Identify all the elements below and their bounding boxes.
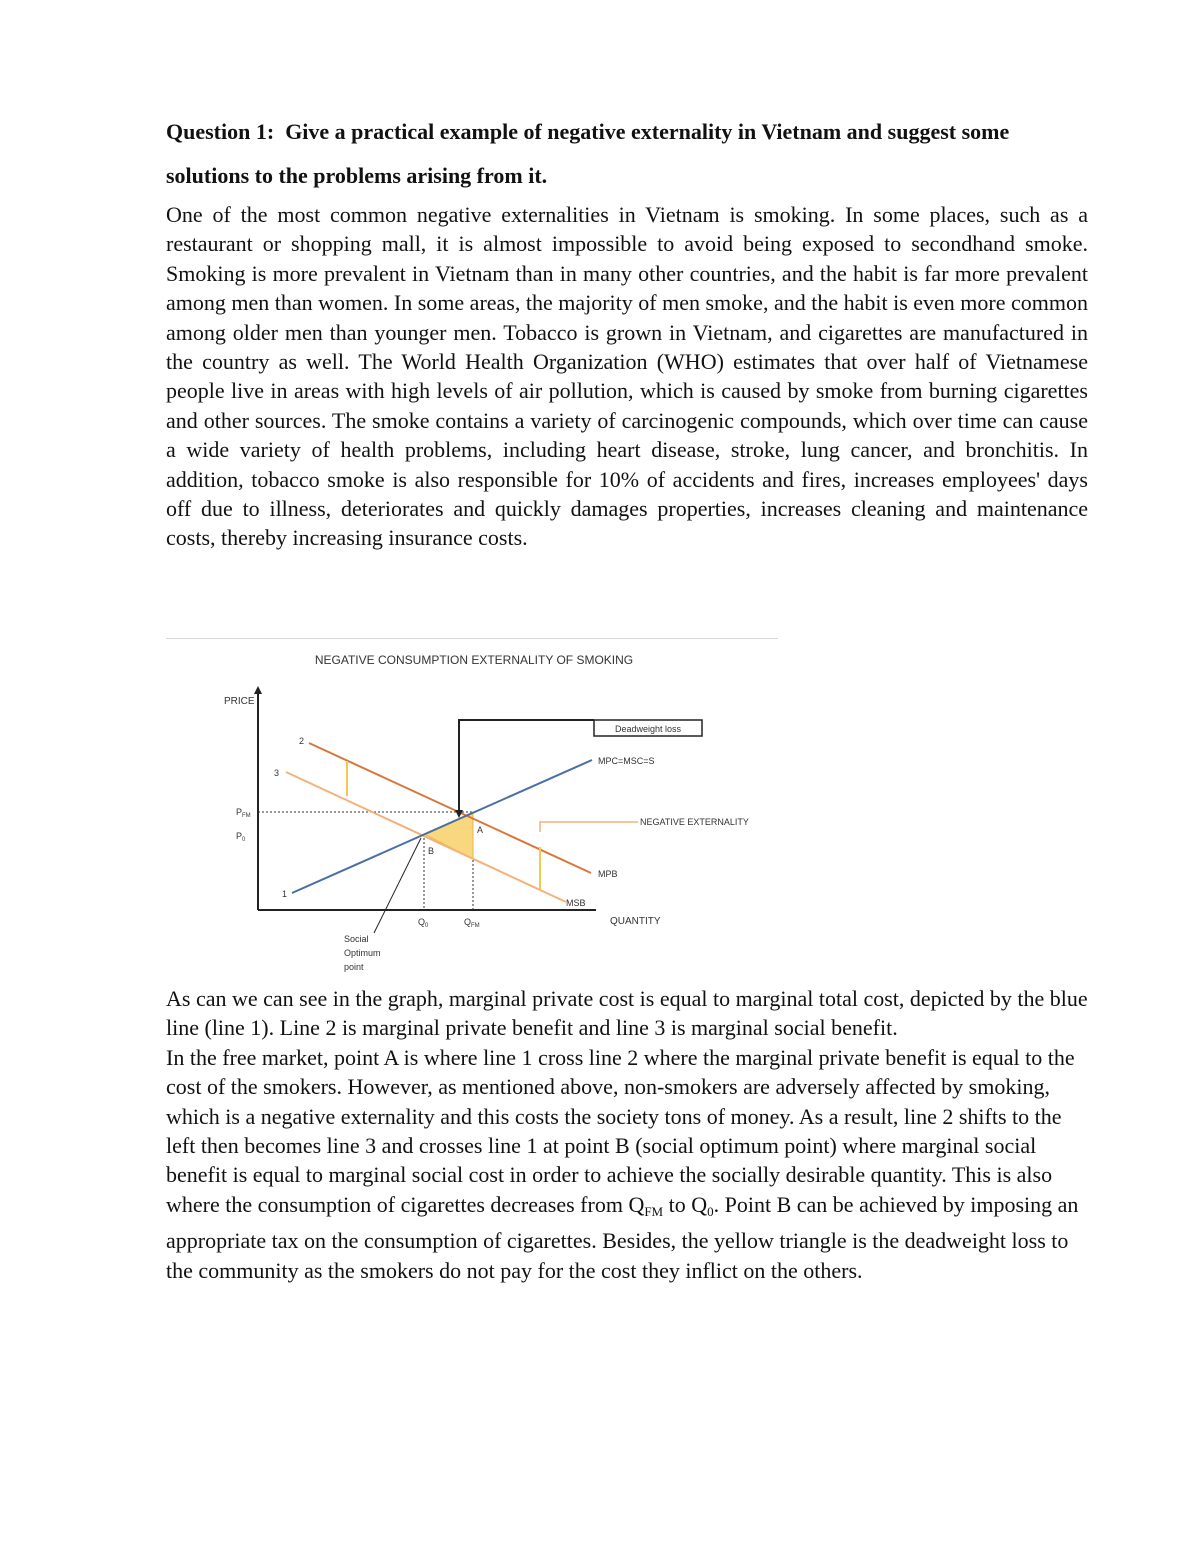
externality-callout-line bbox=[540, 822, 638, 832]
chart-title: NEGATIVE CONSUMPTION EXTERNALITY OF SMOKING bbox=[314, 653, 634, 667]
msb-label: MSB bbox=[566, 898, 586, 908]
line-number-1: 1 bbox=[282, 889, 288, 899]
p0-tick-label: $P_0$ bbox=[236, 831, 246, 843]
mpc-label: MPC=MSC=S bbox=[598, 756, 655, 766]
social-optimum-text-1: Social bbox=[344, 934, 369, 944]
point-b-label: B bbox=[428, 846, 435, 856]
question-heading bbox=[166, 110, 1096, 198]
externality-chart bbox=[166, 640, 786, 980]
explanation-paragraph-2: In the free market, point A is where line 1 cross line 2 where the marginal private benefit is equal to the cost of the smokers. However, as mentioned above, non-smokers are adversely affected by smoking, which is a negative externality and this costs the society tons of money. As a result, line 2 shifts to the left then becomes line 3 and crosses line 1 at point B (social optimum point) where marginal social benefit is equal to marginal social cost in order to achieve the socially desirable quantity. This is also where the consumption of cigarettes decreases from $Q_{FM}$ to $Q_0$. Point B can be achieved by imposing an appropriate tax on the consumption of cigarettes. Besides, the yellow triangle is the deadweight loss to the community as the smokers do not pay for the cost they inflict on the others. bbox=[166, 1044, 1079, 1283]
y-axis-label: PRICE bbox=[224, 696, 255, 707]
y-axis-arrow bbox=[254, 686, 262, 694]
social-optimum-text-3: point bbox=[344, 962, 364, 972]
social-optimum-pointer bbox=[374, 838, 421, 933]
pfm-tick-label: $P_{FM}$ bbox=[236, 807, 251, 819]
line-number-2: 2 bbox=[299, 736, 305, 746]
paragraph-smoking-externality: One of the most common negative externalities in Vietnam is smoking. In some places, such as a restaurant or shopping mall, it is almost impossible to avoid being exposed to secondhand smoke. Smoking is more prevalent in Vietnam than in many other countries, and the habit is far more prevalent among men than women. In some areas, the majority of men smoke, and the habit is even more common among older men than younger men. Tobacco is grown in Vietnam, and cigarettes are manufactured in the country as well. The World Health Organization (WHO) estimates that over half of Vietnamese people live in areas with high levels of air pollution, which is caused by smoke from burning cigarettes and other sources. The smoke contains a variety of carcinogenic compounds, which over time can cause a wide variety of health problems, including heart disease, stroke, lung cancer, and bronchitis. In addition, tobacco smoke is also responsible for 10% of accidents and fires, increases employees' days off due to illness, deteriorates and quickly damages properties, increases cleaning and maintenance costs, thereby increasing insurance costs. bbox=[166, 202, 1088, 551]
deadweight-callout-text: Deadweight loss bbox=[614, 724, 682, 734]
line-number-3: 3 bbox=[274, 768, 280, 778]
point-a-label: A bbox=[477, 825, 484, 835]
qfm-tick-label: $Q_{FM}$ bbox=[464, 917, 480, 929]
externality-callout-text: NEGATIVE EXTERNALITY bbox=[640, 817, 749, 827]
explanation-paragraph-1: As can we can see in the graph, marginal private cost is equal to marginal total cost, depicted by the blue line (line 1). Line 2 is marginal private benefit and line 3 is marginal social benefit. bbox=[166, 986, 1088, 1041]
mpb-line bbox=[309, 743, 591, 873]
mpb-label: MPB bbox=[598, 869, 618, 879]
q0-tick-label: $Q_0$ bbox=[418, 917, 429, 929]
x-axis-label: QUANTITY bbox=[610, 916, 661, 927]
graph-explanation bbox=[166, 984, 1096, 1285]
mpc-line bbox=[292, 760, 592, 893]
msb-line bbox=[286, 772, 566, 902]
social-optimum-text-2: Optimum bbox=[344, 948, 381, 958]
question-text: Give a practical example of negative externality in Vietnam and suggest some solutions to the problems arising from it. bbox=[166, 119, 1010, 188]
divider-line bbox=[166, 638, 778, 639]
question-label: Question 1: bbox=[166, 119, 275, 144]
chart-svg bbox=[166, 640, 786, 980]
